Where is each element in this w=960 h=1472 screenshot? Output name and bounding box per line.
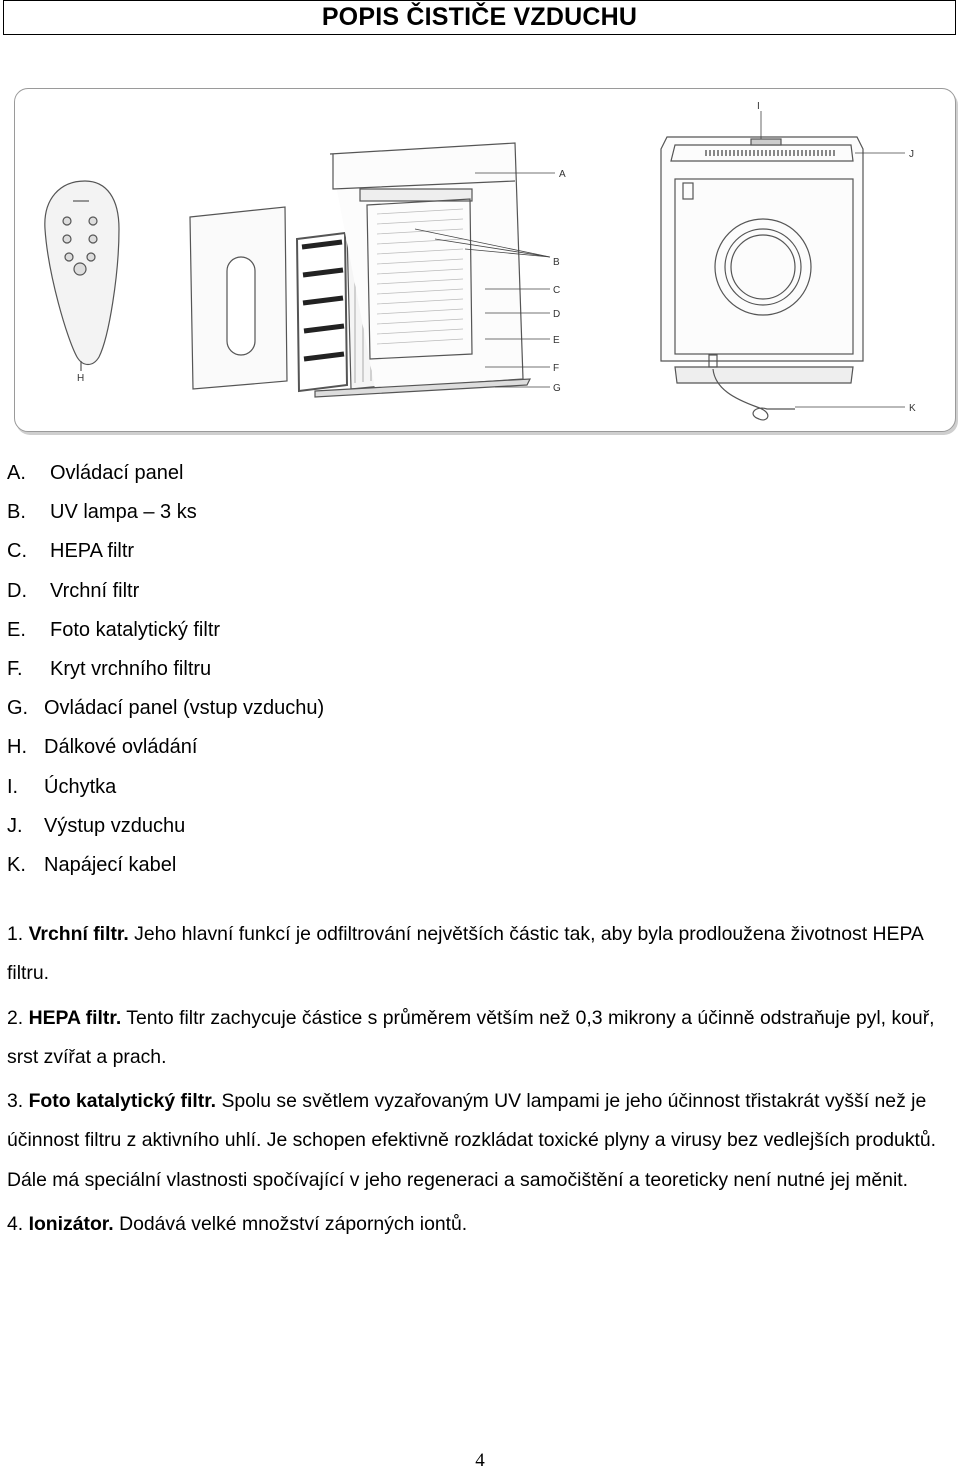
pre-filter-icon [297,233,347,391]
legend-item-k: K. Napájecí kabel [7,853,177,876]
paragraph-1: 1. Vrchní filtr. Jeho hlavní funkcí je odfiltrování největších částic tak, aby byla prodloužena životnost HEPA filtru. [7,923,923,985]
callout-d: D [553,309,561,320]
legend-item-j: J. Výstup vzduchu [7,814,186,837]
remote-control-icon [45,181,119,371]
front-cover-icon [190,207,287,389]
callout-b: B [553,257,560,268]
callout-g: G [553,383,561,394]
callout-c: C [553,285,561,296]
page-title: POPIS ČISTIČE VZDUCHU [321,3,638,31]
legend-item-b: B. UV lampa – 3 ks [7,501,197,524]
legend-item-e: E. Foto katalytický filtr [7,618,221,641]
callout-f: F [553,363,560,374]
paragraph-4: 4. Ionizátor. Dodává velké množství záporných iontů. [7,1213,468,1236]
legend-item-f: F. Kryt vrchního filtru [7,657,212,680]
product-diagram [14,88,956,432]
diagram-drawing [15,89,957,433]
paragraph-2: 2. HEPA filtr. Tento filtr zachycuje částice s průměrem větším než 0,3 mikrony a účinně odstraňuje pyl, kouř, srst zvířat a prach. [7,1006,935,1068]
legend-item-g: G. Ovládací panel (vstup vzduchu) [7,697,325,720]
callout-k: K [909,403,916,414]
page-number: 4 [475,1450,485,1471]
legend-item-h: H. Dálkové ovládání [7,736,198,759]
legend-item-c: C. HEPA filtr [7,540,135,563]
callout-e: E [553,335,560,346]
paragraph-3: 3. Foto katalytický filtr. Spolu se světlem vyzařovaným UV lampami je jeho účinnost třistakrát vyšší než je účinnost filtru z aktivního uhlí. Je schopen efektivně rozkládat toxické plyny a virusy bez vedlejších produktů. Dále má speciální vlastnosti spočívající v jeho regeneraci a samočištění a teoreticky není nutné jej měnit. [7,1090,937,1191]
purifier-back-view-icon [661,137,863,420]
description-paragraphs [7,915,955,1244]
callout-i: I [757,101,760,112]
callout-a: A [559,169,566,180]
legend-item-d: D. Vrchní filtr [7,579,140,602]
callout-j: J [909,149,914,160]
page-title-bar [3,0,956,35]
legend-item-a: A. Ovládací panel [7,462,184,484]
parts-legend [7,454,324,885]
callout-h: H [77,373,85,384]
legend-item-i: I. Úchytka [7,775,117,798]
